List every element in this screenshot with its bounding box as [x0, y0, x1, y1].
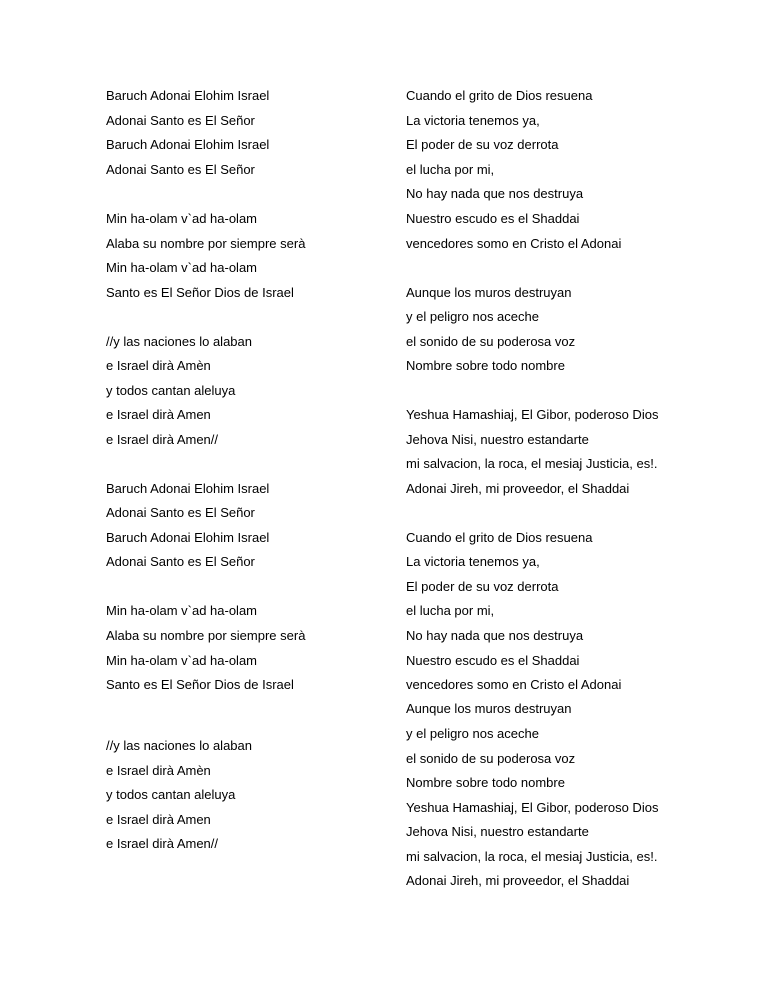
lyric-line-left: Alaba su nombre por siempre serà — [106, 236, 306, 251]
lyric-line-left: Alaba su nombre por siempre serà — [106, 628, 306, 643]
lyric-line-right: Jehova Nisi, nuestro estandarte — [406, 432, 589, 447]
lyric-line-left: Min ha-olam v`ad ha-olam — [106, 260, 258, 275]
lyric-line-right: Cuando el grito de Dios resuena — [406, 530, 593, 545]
lyric-line-right: La victoria tenemos ya, — [406, 554, 540, 569]
lyric-line-left: Baruch Adonai Elohim Israel — [106, 530, 270, 545]
lyric-line-right: La victoria tenemos ya, — [406, 113, 540, 128]
lyric-line-right: vencedores somo en Cristo el Adonai — [406, 677, 622, 692]
lyric-line-right: No hay nada que nos destruya — [406, 186, 584, 201]
lyric-line-left: e Israel dirà Amen// — [106, 836, 218, 851]
lyric-line-right: Nombre sobre todo nombre — [406, 358, 565, 373]
lyric-line-right: Cuando el grito de Dios resuena — [406, 88, 593, 103]
lyric-line-right: mi salvacion, la roca, el mesiaj Justicia, es!. — [406, 849, 658, 864]
lyric-line-left: e Israel dirà Amen — [106, 407, 211, 422]
lyric-line-left: Min ha-olam v`ad ha-olam — [106, 211, 258, 226]
lyric-line-right: Yeshua Hamashiaj, El Gibor, poderoso Dios — [406, 407, 659, 422]
lyric-line-right: El poder de su voz derrota — [406, 137, 559, 152]
lyric-line-left: //y las naciones lo alaban — [106, 334, 252, 349]
lyric-line-left: Adonai Santo es El Señor — [106, 554, 255, 569]
lyric-line-right: No hay nada que nos destruya — [406, 628, 584, 643]
lyric-line-left: y todos cantan aleluya — [106, 787, 236, 802]
lyric-line-left: Baruch Adonai Elohim Israel — [106, 481, 270, 496]
lyric-line-right: Nombre sobre todo nombre — [406, 775, 565, 790]
lyric-line-left: Adonai Santo es El Señor — [106, 505, 255, 520]
lyric-line-right: Nuestro escudo es el Shaddai — [406, 211, 580, 226]
lyric-line-right: Jehova Nisi, nuestro estandarte — [406, 824, 589, 839]
lyric-line-left: Santo es El Señor Dios de Israel — [106, 285, 294, 300]
lyric-line-left: e Israel dirà Amèn — [106, 763, 211, 778]
lyric-line-right: Adonai Jireh, mi proveedor, el Shaddai — [406, 481, 630, 496]
lyric-line-left: Min ha-olam v`ad ha-olam — [106, 603, 258, 618]
lyric-line-right: Nuestro escudo es el Shaddai — [406, 653, 580, 668]
lyric-line-left: Baruch Adonai Elohim Israel — [106, 137, 270, 152]
lyric-line-right: el lucha por mi, — [406, 162, 495, 177]
lyric-line-left: Baruch Adonai Elohim Israel — [106, 88, 270, 103]
lyric-line-right: Aunque los muros destruyan — [406, 701, 572, 716]
lyric-line-left: Min ha-olam v`ad ha-olam — [106, 653, 258, 668]
lyric-line-left: e Israel dirà Amèn — [106, 358, 211, 373]
lyric-line-right: el sonido de su poderosa voz — [406, 334, 576, 349]
lyric-line-right: y el peligro nos aceche — [406, 726, 539, 741]
lyric-line-right: mi salvacion, la roca, el mesiaj Justicia, es!. — [406, 456, 658, 471]
lyric-line-left: y todos cantan aleluya — [106, 383, 236, 398]
lyric-line-right: y el peligro nos aceche — [406, 309, 539, 324]
lyric-line-left: Adonai Santo es El Señor — [106, 113, 255, 128]
lyric-line-right: El poder de su voz derrota — [406, 579, 559, 594]
lyric-line-left: Adonai Santo es El Señor — [106, 162, 255, 177]
lyric-line-left: Santo es El Señor Dios de Israel — [106, 677, 294, 692]
lyric-line-left: e Israel dirà Amen// — [106, 432, 218, 447]
lyric-line-right: Yeshua Hamashiaj, El Gibor, poderoso Dios — [406, 800, 659, 815]
lyric-line-right: el sonido de su poderosa voz — [406, 751, 576, 766]
lyric-line-right: el lucha por mi, — [406, 603, 495, 618]
lyric-line-right: vencedores somo en Cristo el Adonai — [406, 236, 622, 251]
lyric-line-right: Adonai Jireh, mi proveedor, el Shaddai — [406, 873, 630, 888]
lyric-line-left: e Israel dirà Amen — [106, 812, 211, 827]
lyric-line-right: Aunque los muros destruyan — [406, 285, 572, 300]
lyric-line-left: //y las naciones lo alaban — [106, 738, 252, 753]
